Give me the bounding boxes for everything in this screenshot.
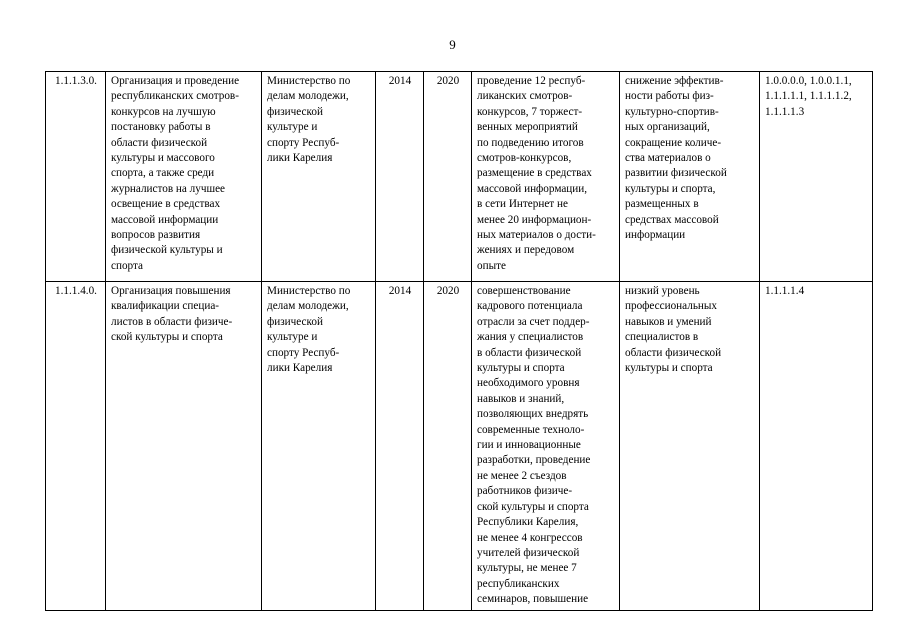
cell-start-year (376, 282, 424, 611)
text-line: жениях и передовом (477, 244, 575, 257)
text-line: физической (267, 315, 323, 328)
page-number: 9 (449, 37, 456, 52)
text-line: позволяющих внедрять (477, 408, 589, 421)
cell-activity-name (106, 72, 262, 282)
text-line: средствах массовой (625, 213, 719, 226)
cell-end-year (424, 282, 472, 611)
text-line: современные техноло- (477, 423, 585, 436)
text-line: вопросов развития (111, 229, 201, 242)
text-line: в сети Интернет не (477, 198, 568, 211)
text-line: профессиональных (625, 300, 718, 313)
text-line: спорта (111, 259, 143, 272)
text-line: снижение эффектив- (625, 75, 724, 87)
text-line: культуры, не менее 7 (477, 562, 577, 575)
text-line: размещенных в (625, 198, 699, 211)
text-value: 2014 (388, 75, 412, 87)
text-line: размещение в средствах (477, 167, 592, 180)
text-line: 1.0.0.0.0, 1.0.0.1.1, (765, 75, 852, 87)
text-line: смотров-конкурсов, (477, 152, 572, 165)
text-line: физической культуры и (111, 244, 223, 257)
text-line: ской культуры и спорта (111, 331, 223, 344)
cell-start-year (376, 72, 424, 282)
text-line: разработки, проведение (477, 454, 591, 467)
text-line: отрасли за счет поддер- (477, 315, 590, 328)
text-line: листов в области физиче- (111, 315, 233, 328)
text-line: жания у специалистов (477, 331, 584, 344)
text-line: журналистов на лучшее (111, 182, 226, 195)
text-value: 1.1.1.4.0. (55, 285, 97, 297)
cell-consequences (620, 72, 760, 282)
text-line: культуры и спорта (625, 362, 713, 375)
text-line: не менее 4 конгрессов (477, 531, 583, 544)
text-line: учителей физической (477, 546, 580, 559)
text-line: венных мероприятий (477, 121, 578, 134)
table-row (46, 282, 873, 611)
cell-executor (262, 72, 376, 282)
activities-table (45, 71, 873, 611)
text-line: низкий уровень (625, 285, 700, 297)
text-line: Организация и проведение (111, 75, 240, 87)
text-line: квалификации специа- (111, 300, 220, 313)
text-line: культуры и спорта, (625, 182, 716, 195)
text-line: опыте (477, 259, 506, 272)
text-line: культуре и (267, 121, 318, 134)
text-line: Организация повышения (111, 285, 231, 297)
text-line: спорту Респуб- (267, 136, 340, 149)
text-line: конкурсов, 7 торжест- (477, 105, 583, 118)
text-line: делам молодежи, (267, 300, 349, 313)
text-line: делам молодежи, (267, 90, 349, 103)
text-value: 1.1.1.3.0. (55, 75, 97, 87)
text-line: лики Карелия (267, 152, 333, 165)
text-line: ликанских смотров- (477, 90, 573, 103)
text-line: Республики Карелия, (477, 516, 579, 529)
text-value: 2020 (436, 285, 460, 297)
text-line: не менее 2 съездов (477, 469, 567, 482)
cell-indicators (760, 282, 873, 611)
text-line: конкурсов на лучшую (111, 105, 216, 118)
text-line: кадрового потенциала (477, 300, 583, 313)
cell-expected-result (472, 72, 620, 282)
table-body (46, 72, 873, 611)
text-line: навыков и умений (625, 315, 712, 328)
text-value: 2014 (388, 285, 412, 297)
text-line: массовой информации (111, 213, 219, 226)
text-line: спорту Респуб- (267, 346, 340, 359)
text-line: освещение в средствах (111, 198, 221, 211)
text-line: информации (625, 229, 686, 242)
text-line: культуры и спорта (477, 362, 565, 375)
text-line: по подведению итогов (477, 136, 584, 149)
text-line: области физической (111, 136, 208, 149)
text-line: лики Карелия (267, 362, 333, 375)
text-line: ных материалов о дости- (477, 229, 596, 242)
text-line: необходимого уровня (477, 377, 580, 390)
text-line: массовой информации, (477, 182, 588, 195)
text-line: навыков и знаний, (477, 392, 565, 405)
text-line: постановку работы в (111, 121, 211, 134)
text-line: культуре и (267, 331, 318, 344)
text-line: 1.1.1.1.1, 1.1.1.1.2, (765, 90, 852, 103)
text-line: республиканских (477, 577, 560, 590)
text-line: 1.1.1.1.3 (765, 105, 805, 118)
cell-end-year (424, 72, 472, 282)
text-line: сокращение количе- (625, 136, 722, 149)
table-row (46, 72, 873, 282)
text-line: гии и инновационные (477, 439, 581, 452)
text-line: культурно-спортив- (625, 105, 719, 118)
cell-consequences (620, 282, 760, 611)
cell-activity-name (106, 282, 262, 611)
cell-expected-result (472, 282, 620, 611)
text-line: проведение 12 респуб- (477, 75, 586, 87)
text-line: культуры и массового (111, 152, 215, 165)
text-line: работников физиче- (477, 485, 573, 498)
text-line: специалистов в (625, 331, 699, 344)
cell-code (46, 282, 106, 611)
cell-indicators (760, 72, 873, 282)
text-line: ности работы физ- (625, 90, 714, 103)
text-line: физической (267, 105, 323, 118)
text-line: в области физической (477, 346, 582, 359)
text-line: Министерство по (267, 285, 351, 297)
text-line: спорта, а также среди (111, 167, 215, 180)
text-line: семинаров, повышение (477, 593, 589, 606)
text-value: 2020 (436, 75, 460, 87)
text-line: совершенствование (477, 285, 571, 297)
text-line: ской культуры и спорта (477, 500, 589, 513)
text-line: 1.1.1.1.4 (765, 285, 805, 297)
text-line: развитии физической (625, 167, 727, 180)
text-line: Министерство по (267, 75, 351, 87)
text-line: ных организаций, (625, 121, 710, 134)
cell-code (46, 72, 106, 282)
cell-executor (262, 282, 376, 611)
text-line: ства материалов о (625, 152, 711, 165)
text-line: республиканских смотров- (111, 90, 239, 103)
text-line: менее 20 информацион- (477, 213, 592, 226)
text-line: области физической (625, 346, 722, 359)
